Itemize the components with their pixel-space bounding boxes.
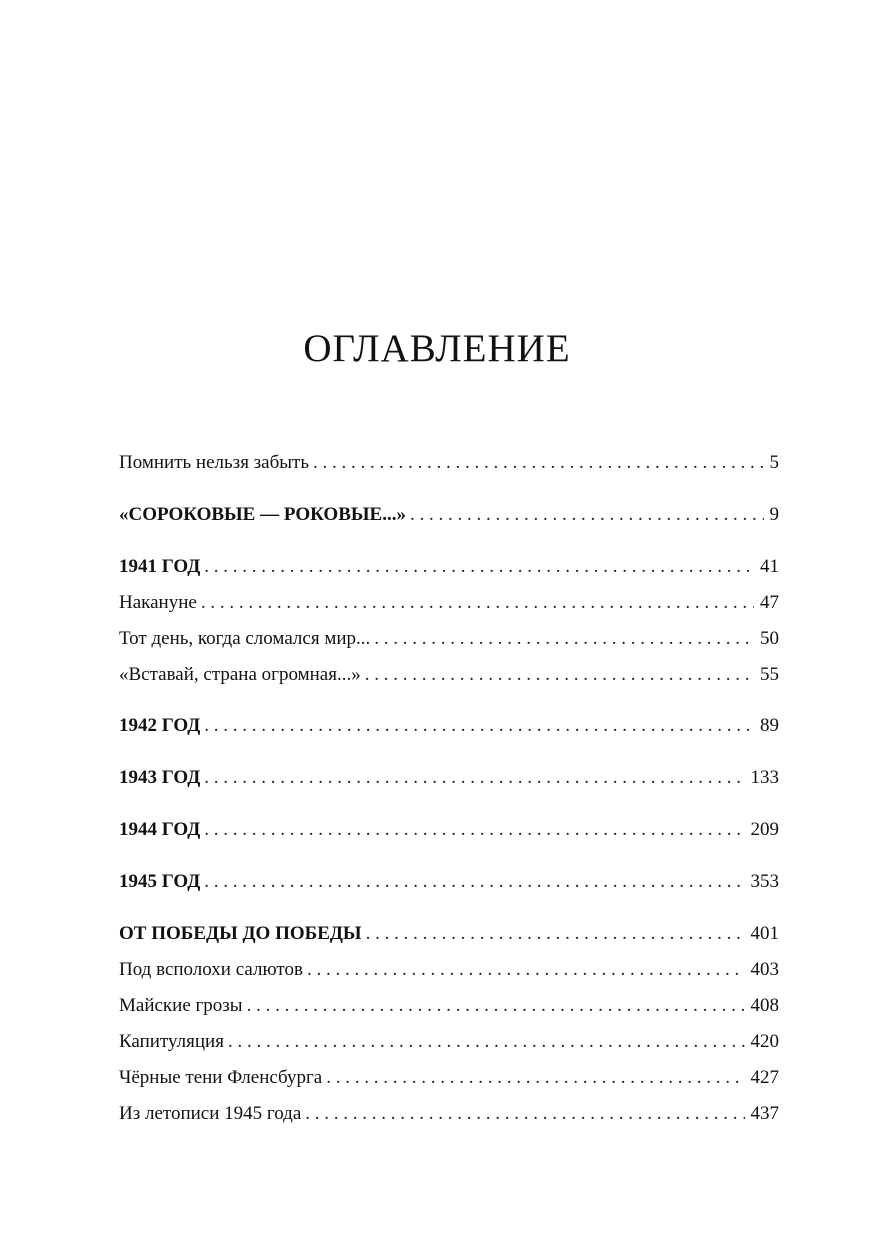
toc-entry-label: Майские грозы (119, 995, 243, 1016)
toc-entry-label: Чёрные тени Фленсбурга (119, 1067, 323, 1088)
toc-entry-label: 1944 ГОД (119, 819, 201, 840)
dot-leader (365, 662, 754, 688)
toc-entry (119, 713, 779, 739)
dot-leader (204, 817, 744, 843)
toc-entry-page: 401 (750, 923, 779, 944)
dot-leader (305, 1101, 744, 1127)
toc-entry (119, 869, 779, 895)
toc-entry (119, 1101, 779, 1127)
toc-entry (119, 450, 779, 476)
dot-leader (204, 869, 744, 895)
toc-entry-label: Капитуляция (119, 1031, 224, 1052)
toc-entry-label: ОТ ПОБЕДЫ ДО ПОБЕДЫ (119, 923, 362, 944)
toc-entry (119, 765, 779, 791)
page-title: ОГЛАВЛЕНИЕ (303, 327, 571, 370)
toc-entry (119, 993, 779, 1019)
toc-entry (119, 554, 779, 580)
toc-entry-page: 408 (750, 995, 779, 1016)
dot-leader (307, 957, 745, 983)
toc-entry-page: 5 (769, 452, 779, 473)
toc-entry (119, 502, 779, 528)
toc-entry-label: Накануне (119, 592, 197, 613)
toc-entry-label: «СОРОКОВЫЕ — РОКОВЫЕ...» (119, 504, 406, 525)
toc-entry (119, 590, 779, 616)
toc-entry-page: 41 (760, 556, 779, 577)
dot-leader (204, 765, 744, 791)
toc-entry-page: 47 (760, 592, 779, 613)
dot-leader (228, 1029, 745, 1055)
dot-leader (366, 921, 745, 947)
dot-leader (410, 502, 764, 528)
toc-entry-page: 55 (760, 664, 779, 685)
toc-entry (119, 1029, 779, 1055)
toc-entry-label: 1941 ГОД (119, 556, 201, 577)
toc-entry-page: 427 (750, 1067, 779, 1088)
toc-entry-page: 403 (750, 959, 779, 980)
dot-leader (247, 993, 745, 1019)
toc-entry (119, 957, 779, 983)
toc-entry (119, 921, 779, 947)
dot-leader (374, 626, 754, 652)
toc-entry (119, 1065, 779, 1091)
dot-leader (204, 713, 754, 739)
toc-entry-label: Помнить нельзя забыть (119, 452, 310, 473)
toc-entry-page: 89 (760, 715, 779, 736)
toc-entry (119, 662, 779, 688)
dot-leader (326, 1065, 744, 1091)
toc-entry-page: 353 (750, 871, 779, 892)
toc-entry-page: 50 (760, 628, 779, 649)
toc-entry-page: 133 (750, 767, 779, 788)
dot-leader (313, 450, 763, 476)
toc-entry-page: 437 (750, 1103, 779, 1124)
dot-leader (201, 590, 754, 616)
toc-entry (119, 817, 779, 843)
toc-entry-label: 1942 ГОД (119, 715, 201, 736)
toc-entry-label: 1945 ГОД (119, 871, 201, 892)
toc-entry-label: Тот день, когда сломался мир... (119, 628, 371, 649)
toc-entry-label: Под всполохи салютов (119, 959, 303, 980)
toc-entry-page: 9 (769, 504, 779, 525)
toc-entry-page: 420 (750, 1031, 779, 1052)
toc-entry-label: Из летописи 1945 года (119, 1103, 302, 1124)
dot-leader (204, 554, 754, 580)
toc-entry-label: «Вставай, страна огромная...» (119, 664, 361, 685)
toc-entry-page: 209 (750, 819, 779, 840)
toc-entry (119, 626, 779, 652)
toc-entry-label: 1943 ГОД (119, 767, 201, 788)
